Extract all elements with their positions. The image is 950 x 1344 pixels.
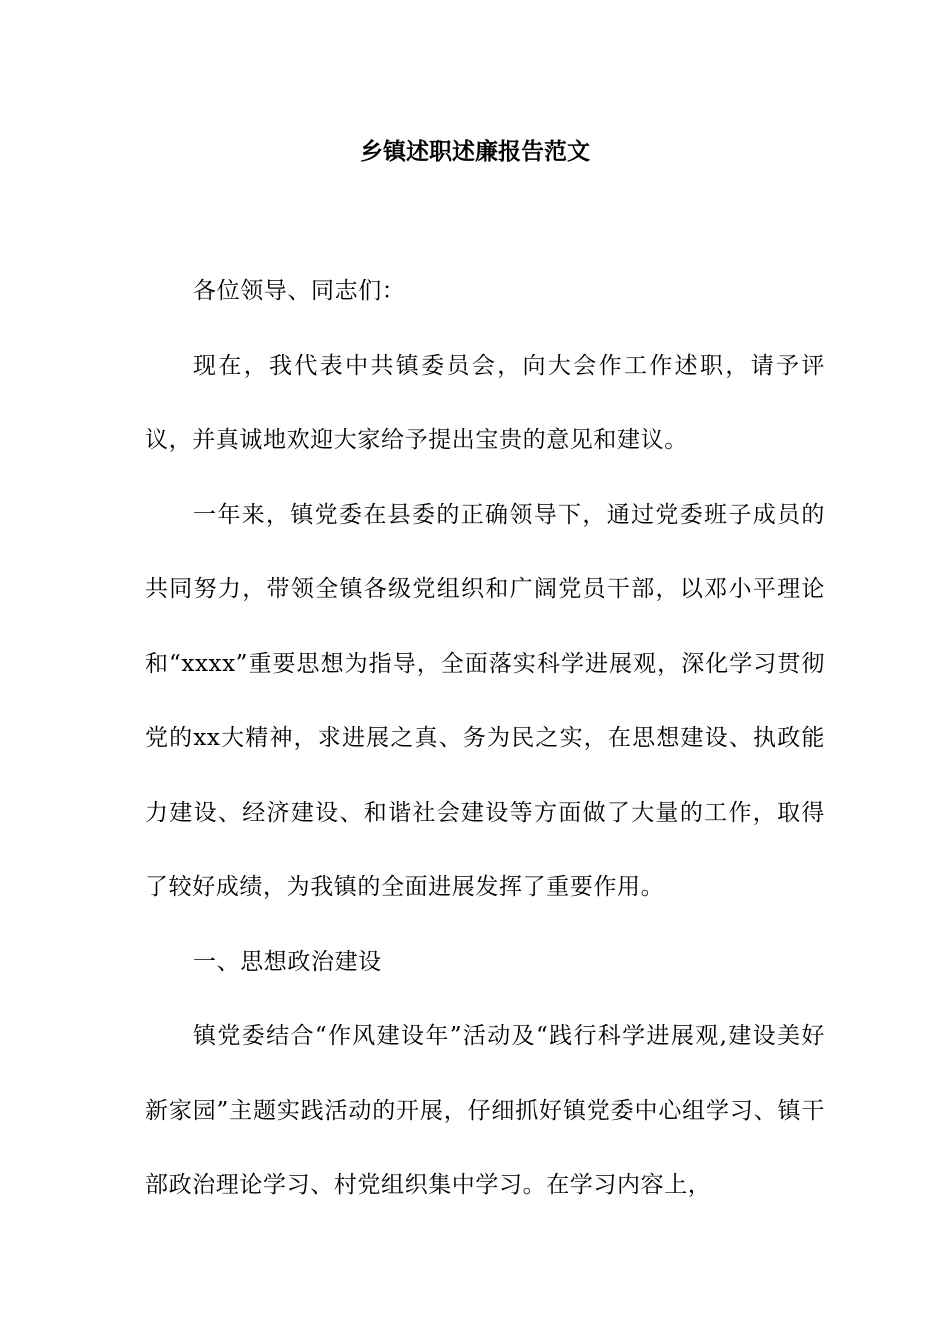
salutation-paragraph: 各位领导、同志们： xyxy=(193,278,406,304)
section-paragraph: 镇党委结合“作风建设年”活动及“践行科学进展观,建设美好新家园”主题实践活动的开展，仔细抓好镇党委中心组学习、镇干部政治理论学习、村党组织集中学习。在学习内容上， xyxy=(145,1023,825,1198)
section-heading: 一、思想政治建设 xyxy=(193,948,382,975)
summary-paragraph: 一年来，镇党委在县委的正确领导下，通过党委班子成员的共同努力，带领全镇各级党组织和广阔党员干部，以邓小平理论和“xxxx”重要思想为指导，全面落实科学进展观，深化学习贯彻党的xx大精神，求进展之真、务为民之实，在思想建设、执政能力建设、经济建设、和谐社会建设等方面做了大量的工作，取得了较好成绩，为我镇的全面进展发挥了重要作用。 xyxy=(145,501,825,900)
intro-paragraph: 现在，我代表中共镇委员会，向大会作工作述职，请予评议，并真诚地欢迎大家给予提出宝贵的意见和建议。 xyxy=(145,352,825,453)
document-body xyxy=(145,254,825,1223)
document-title: 乡镇述职述廉报告范文 xyxy=(360,138,590,165)
